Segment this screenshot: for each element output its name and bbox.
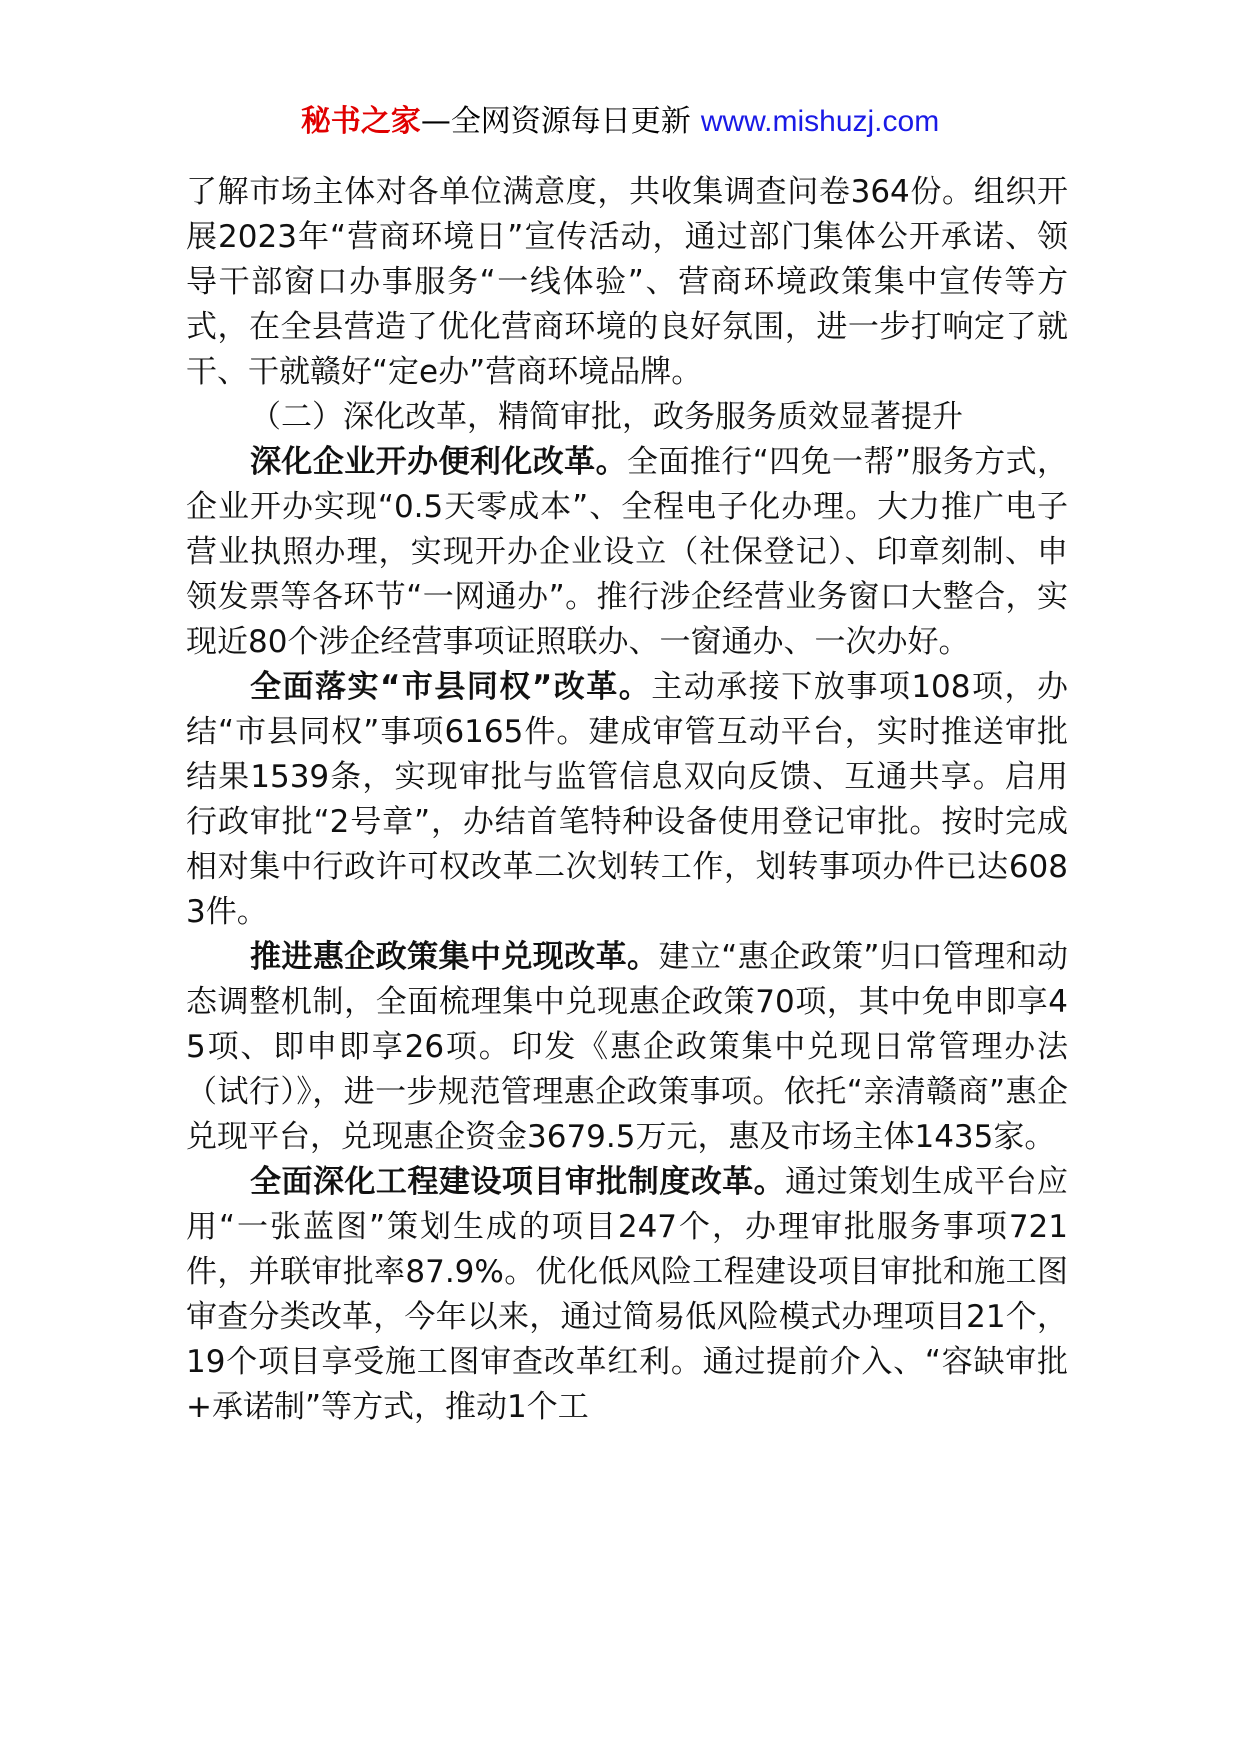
- paragraph-text: 通过策划生成平台应用“一张蓝图”策划生成的项目247个，办理审批服务事项721件，并联审批率87.9%。优化低风险工程建设项目审批和施工图审查分类改革，今年以来，通过简易低风险模式办理项目21个，19个项目享受施工图审查改革红利。通过提前介入、“容缺审批+承诺制”等方式，推动1个工: [186, 1164, 1069, 1425]
- paragraph-heading: 全面深化工程建设项目审批制度改革。: [250, 1164, 786, 1200]
- paragraph-heading: 全面落实“市县同权”改革。: [250, 669, 652, 705]
- paragraph-text: 主动承接下放事项108项，办结“市县同权”事项6165件。建成审管互动平台，实时推送审批结果1539条，实现审批与监管信息双向反馈、互通共享。启用行政审批“2号章”，办结首笔特种设备使用登记审批。按时完成相对集中行政许可权改革二次划转工作，划转事项办件已达6083件。: [186, 669, 1069, 930]
- document-body: [186, 170, 1068, 1430]
- paragraph-heading: 深化企业开办便利化改革。: [250, 444, 628, 480]
- intro-paragraph: 了解市场主体对各单位满意度，共收集调查问卷364份。组织开展2023年“营商环境日”宣传活动，通过部门集体公开承诺、领导干部窗口办事服务“一线体验”、营商环境政策集中宣传等方式，在全县营造了优化营商环境的良好氛围，进一步打响定了就干、干就赣好“定e办”营商环境品牌。: [186, 174, 1068, 390]
- paragraph-text: 建立“惠企政策”归口管理和动态调整机制，全面梳理集中兑现惠企政策70项，其中免申即享45项、即申即享26项。印发《惠企政策集中兑现日常管理办法（试行）》，进一步规范管理惠企政策事项。依托“亲清赣商”惠企兑现平台，兑现惠企资金3679.5万元，惠及市场主体1435家。: [186, 939, 1068, 1155]
- paragraph-construction-approval: [186, 1160, 1068, 1430]
- paragraph-policy-redemption: [186, 935, 1068, 1160]
- paragraph-heading: 推进惠企政策集中兑现改革。: [250, 939, 659, 975]
- brand-name: 秘书之家: [300, 104, 421, 139]
- header-tagline: —全网资源每日更新: [420, 104, 691, 139]
- paragraph-city-county-rights: [186, 665, 1068, 935]
- paragraph-text: 全面推行“四免一帮”服务方式，企业开办实现“0.5天零成本”、全程电子化办理。大力推广电子营业执照办理，实现开办企业设立（社保登记）、印章刻制、申领发票等各环节“一网通办”。推行涉企经营业务窗口大整合，实现近80个涉企经营事项证照联办、一窗通办、一次办好。: [186, 444, 1069, 660]
- site-url-link[interactable]: www.mishuzj.com: [700, 105, 940, 138]
- site-header: [0, 100, 1240, 144]
- section-heading: （二）深化改革，精简审批，政务服务质效显著提升: [250, 399, 963, 435]
- paragraph-enterprise-startup: [186, 440, 1068, 665]
